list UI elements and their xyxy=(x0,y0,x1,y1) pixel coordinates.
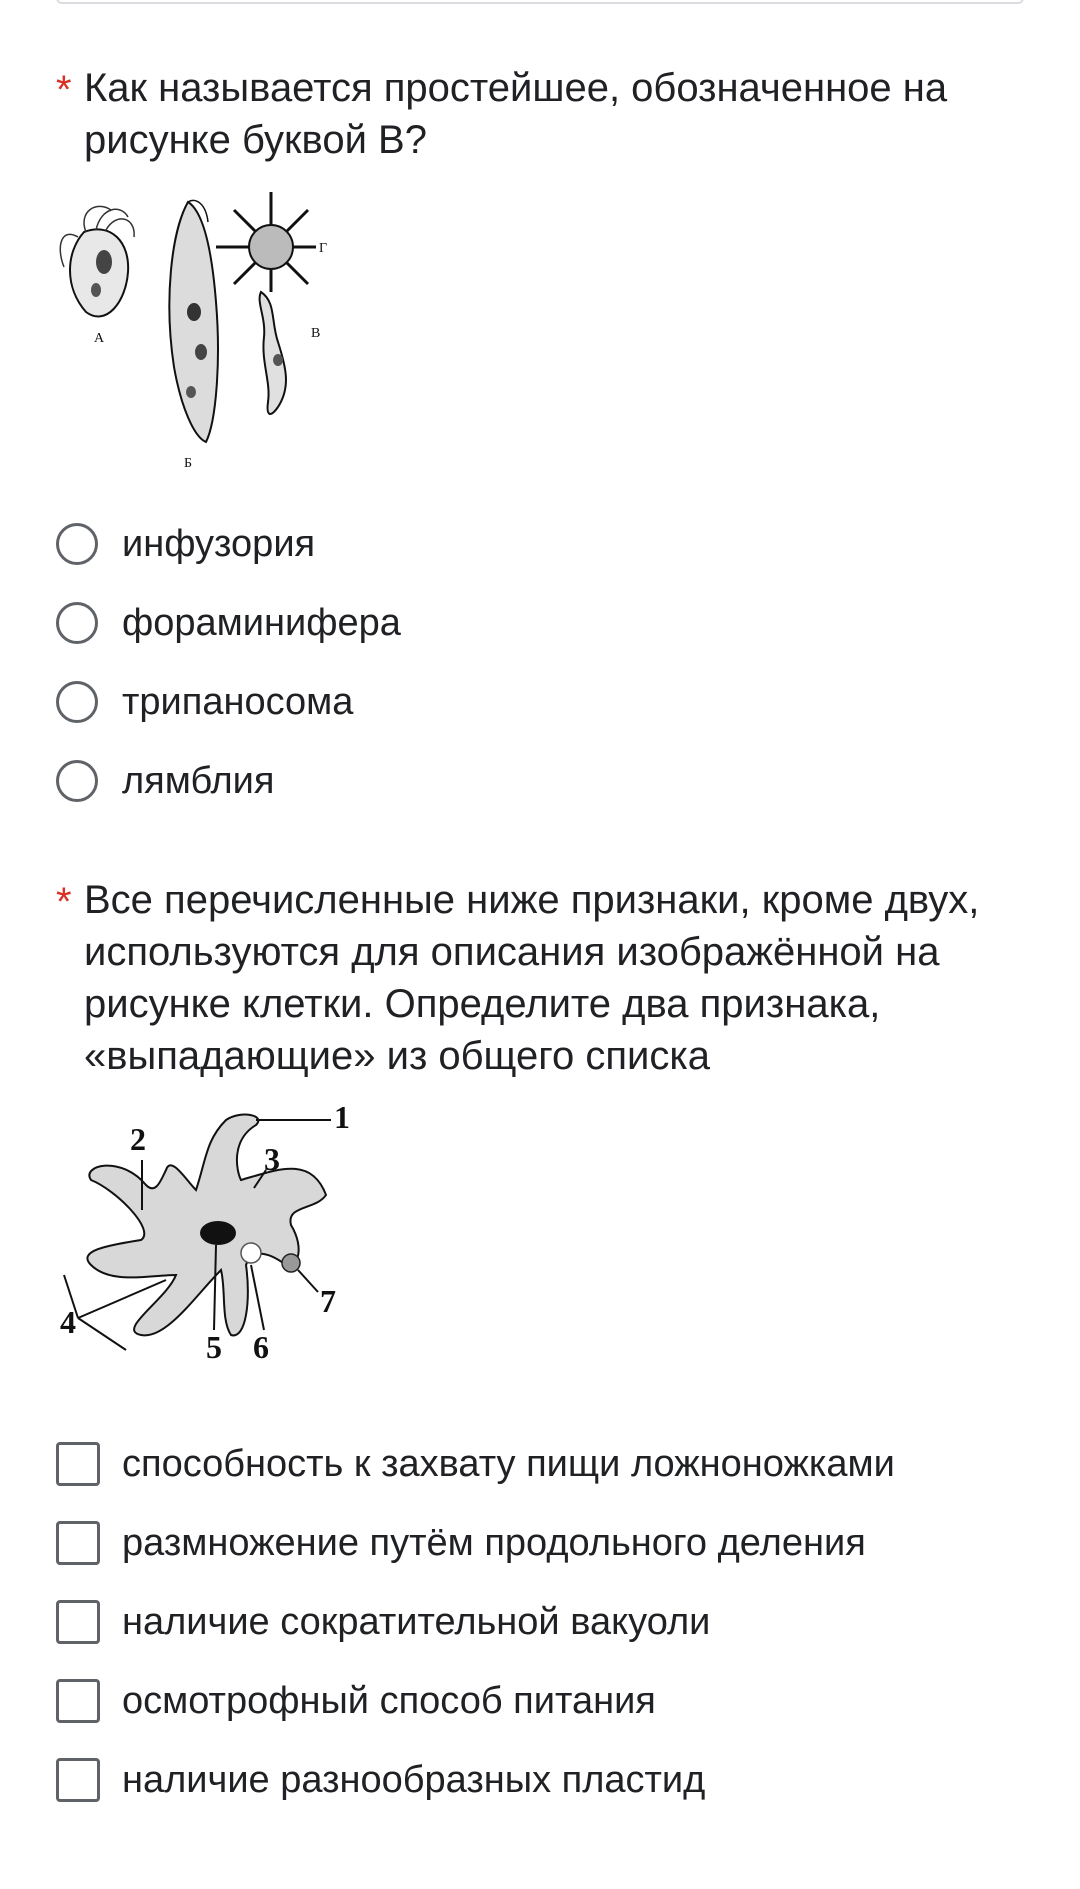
question-2-text: Все перечисленные ниже признаки, кроме двух, используются для описания изображённой на рисунке клетки. Определите два признака, «выпадающие» из общего списка xyxy=(84,878,980,1078)
cell-label-6: 6 xyxy=(253,1329,269,1365)
figure-label-b: Б xyxy=(184,456,193,471)
radio-button[interactable] xyxy=(56,681,98,723)
option-label: наличие разнообразных пластид xyxy=(122,1758,706,1801)
digestive-vacuole xyxy=(282,1254,300,1272)
option-label: фораминифера xyxy=(122,601,401,644)
checkbox-option-contractile-vacuole[interactable] xyxy=(56,1582,1046,1661)
required-asterisk: * xyxy=(56,68,72,112)
cell-label-3: 3 xyxy=(264,1141,280,1177)
protozoa-figure xyxy=(56,192,396,472)
amoeba-nucleus xyxy=(200,1221,236,1245)
option-label: лямблия xyxy=(122,759,275,802)
cell-label-7: 7 xyxy=(320,1283,336,1319)
required-asterisk: * xyxy=(56,880,72,924)
question-2-title xyxy=(56,874,1046,1082)
radio-button[interactable] xyxy=(56,602,98,644)
previous-card-edge xyxy=(56,0,1024,4)
option-label: размножение путём продольного деления xyxy=(122,1521,866,1564)
radio-button[interactable] xyxy=(56,523,98,565)
checkbox[interactable] xyxy=(56,1521,100,1565)
radio-button[interactable] xyxy=(56,760,98,802)
figure-label-g: Г xyxy=(319,241,328,256)
protozoan-v-drawing xyxy=(260,292,321,414)
amoeba-figure xyxy=(56,1100,386,1400)
cell-label-2: 2 xyxy=(130,1121,146,1157)
radio-option-trypanosoma[interactable] xyxy=(56,662,1046,741)
checkbox[interactable] xyxy=(56,1600,100,1644)
option-label: инфузория xyxy=(122,522,316,565)
cell-label-5: 5 xyxy=(206,1329,222,1365)
option-label: трипаносома xyxy=(122,680,354,723)
radio-option-foraminifera[interactable] xyxy=(56,583,1046,662)
checkbox[interactable] xyxy=(56,1442,100,1486)
protozoan-b-drawing xyxy=(169,200,218,471)
checkbox-option-plastids[interactable] xyxy=(56,1740,1046,1819)
checkbox[interactable] xyxy=(56,1679,100,1723)
checkbox-option-longitudinal-division[interactable] xyxy=(56,1503,1046,1582)
contractile-vacuole xyxy=(241,1243,261,1263)
option-label: наличие сократительной вакуоли xyxy=(122,1600,711,1643)
question-2 xyxy=(56,874,1046,1819)
radio-option-lamblia[interactable] xyxy=(56,741,1046,820)
option-label: осмотрофный способ питания xyxy=(122,1679,656,1722)
checkbox[interactable] xyxy=(56,1758,100,1802)
cell-label-1: 1 xyxy=(334,1100,350,1135)
question-1 xyxy=(56,62,1046,820)
question-1-title xyxy=(56,62,1046,166)
protozoan-g-drawing xyxy=(216,192,327,292)
cell-label-4: 4 xyxy=(60,1304,76,1340)
question-1-options xyxy=(56,504,1046,820)
checkbox-option-osmotrophic[interactable] xyxy=(56,1661,1046,1740)
question-2-options xyxy=(56,1424,1046,1819)
option-label: способность к захвату пищи ложноножками xyxy=(122,1442,895,1485)
protozoan-a-drawing xyxy=(60,206,134,346)
question-1-text: Как называется простейшее, обозначенное на рисунке буквой В? xyxy=(84,66,948,162)
figure-label-v: В xyxy=(311,326,321,341)
figure-label-a: А xyxy=(94,331,105,346)
checkbox-option-pseudopodia[interactable] xyxy=(56,1424,1046,1503)
radio-option-infusoria[interactable] xyxy=(56,504,1046,583)
